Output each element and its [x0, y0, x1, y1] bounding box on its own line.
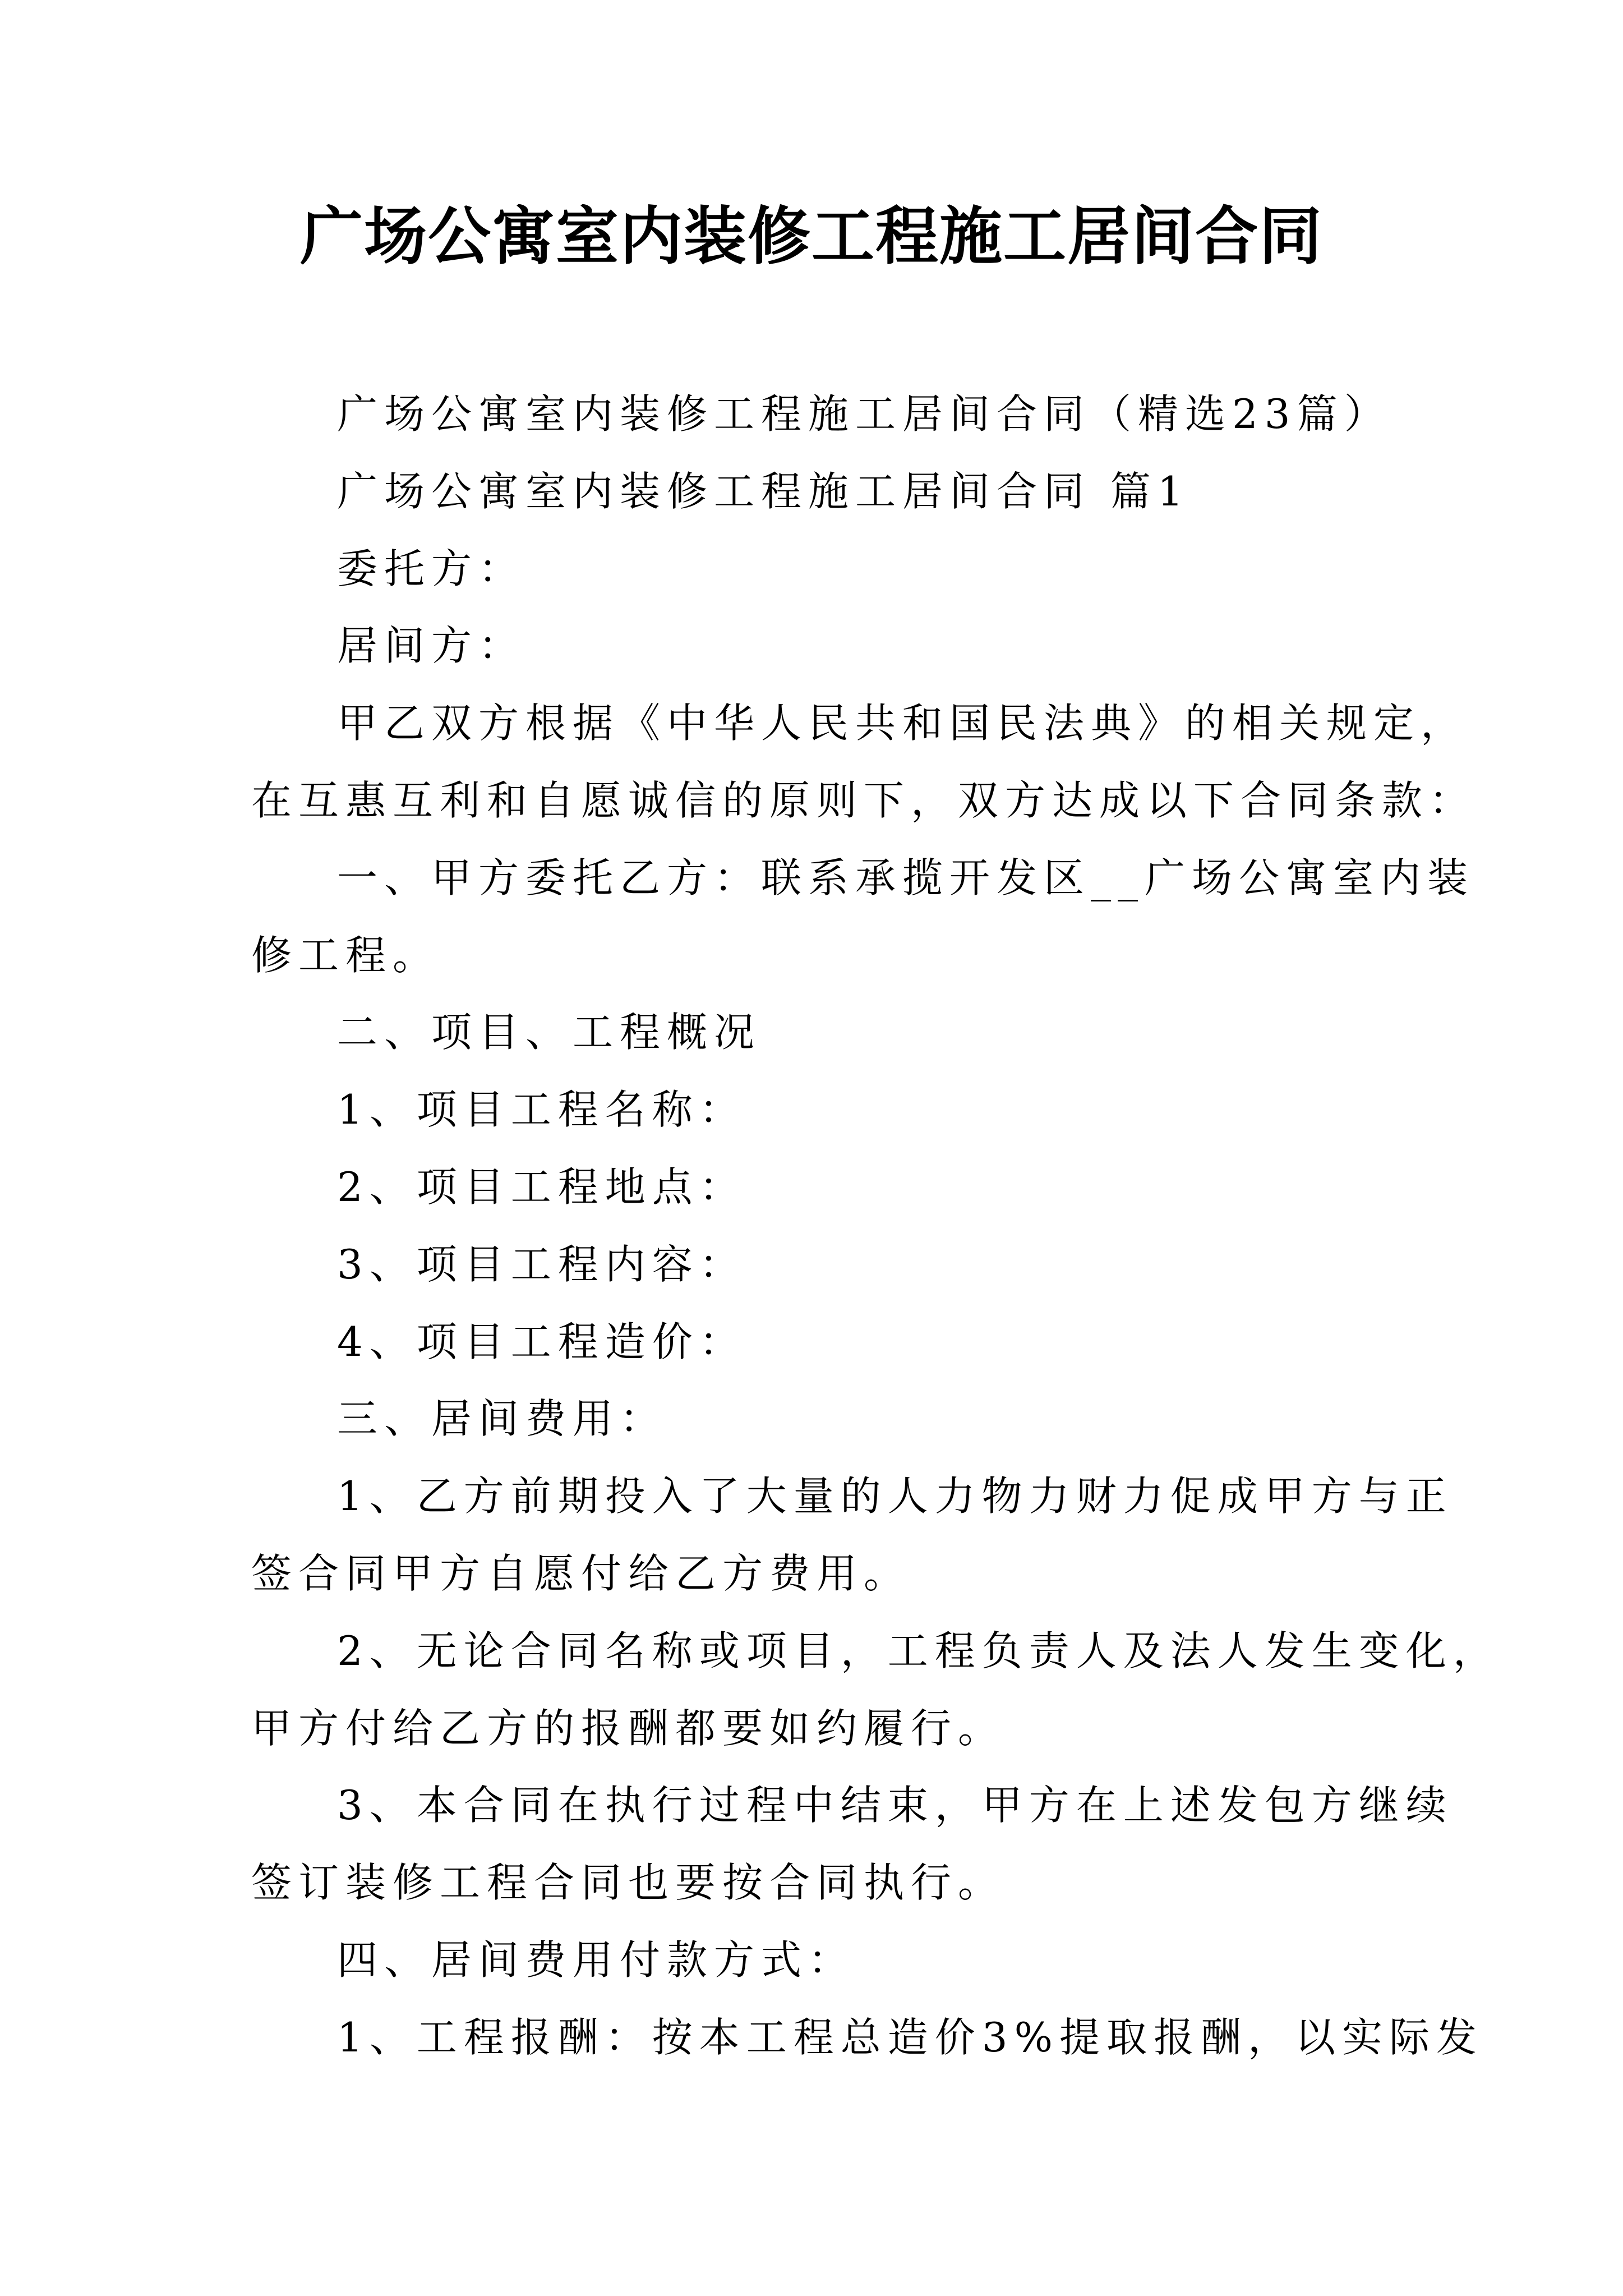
clause-item-continued: 签订装修工程合同也要按合同执行。: [251, 1859, 1006, 1907]
clause-four-heading: 四、居间费用付款方式：: [337, 1936, 856, 1984]
clause-item-continued: 甲方付给乙方的报酬都要如约履行。: [251, 1704, 1006, 1752]
clause-item: 3、本合同在执行过程中结束，甲方在上述发包方继续: [337, 1782, 1453, 1829]
clause-item: 1、乙方前期投入了大量的人力物力财力促成甲方与正: [337, 1473, 1453, 1520]
clause-item: 3、项目工程内容：: [337, 1240, 746, 1288]
document-body: [251, 376, 1500, 2077]
clause-three-heading: 三、居间费用：: [337, 1395, 667, 1443]
party-principal: 委托方：: [337, 545, 526, 592]
clause-item: 2、项目工程地点：: [337, 1163, 746, 1211]
clause-item: 1、工程报酬：按本工程总造价3%提取报酬，以实际发: [337, 2013, 1484, 2061]
section-heading: 广场公寓室内装修工程施工居间合同 篇1: [337, 467, 1190, 515]
subtitle-line: 广场公寓室内装修工程施工居间合同（精选23篇）: [337, 390, 1391, 438]
document-title: 广场公寓室内装修工程施工居间合同: [300, 200, 1323, 273]
clause-item: 2、无论合同名称或项目，工程负责人及法人发生变化，: [337, 1627, 1500, 1674]
clause-two-heading: 二、项目、工程概况: [337, 1009, 762, 1056]
intro-paragraph-line: 在互惠互利和自愿诚信的原则下，双方达成以下合同条款：: [251, 776, 1477, 824]
clause-item: 1、项目工程名称：: [337, 1086, 746, 1134]
clause-item-continued: 签合同甲方自愿付给乙方费用。: [251, 1549, 911, 1597]
party-intermediary: 居间方：: [337, 622, 526, 670]
intro-paragraph-line: 甲乙双方根据《中华人民共和国民法典》的相关规定，: [337, 700, 1468, 747]
clause-one-line: 一、甲方委托乙方：联系承揽开发区__广场公寓室内装: [337, 854, 1475, 901]
clause-item: 4、项目工程造价：: [337, 1318, 746, 1365]
clause-one-line: 修工程。: [251, 931, 440, 979]
